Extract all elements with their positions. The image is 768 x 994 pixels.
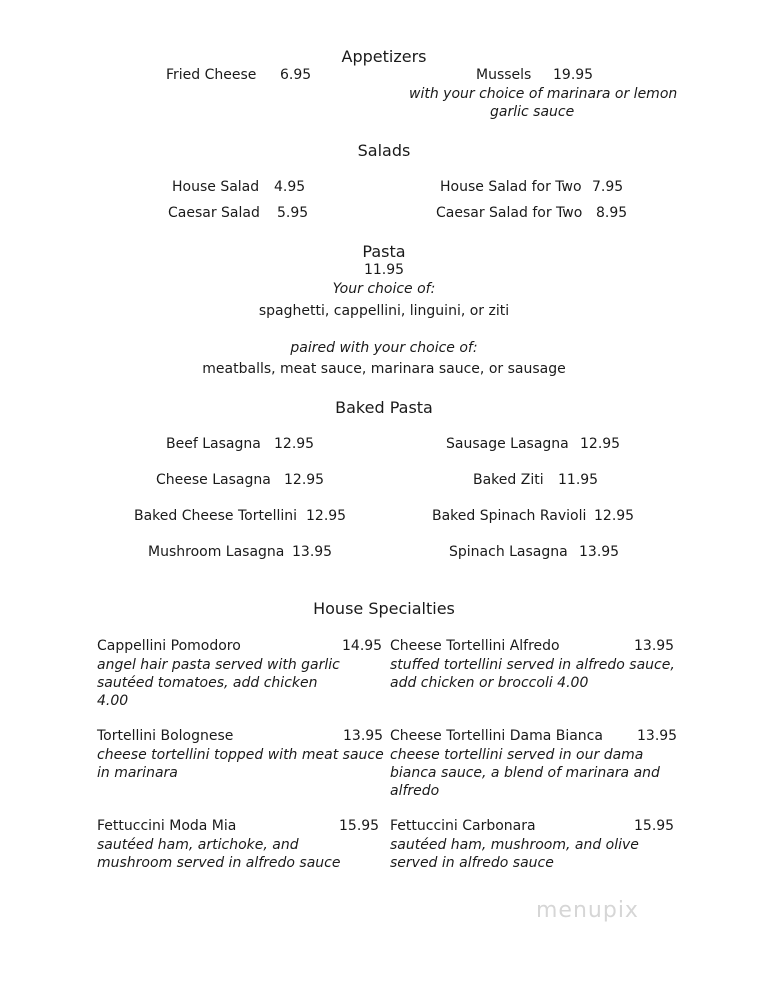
pasta-paired-options: meatballs, meat sauce, marinara sauce, or sausage: [202, 361, 566, 377]
fried-cheese-price: 6.95: [280, 67, 312, 83]
baked-ziti-price: 11.95: [558, 472, 599, 488]
baked-spinach-ravioli-name: Baked Spinach Ravioli: [432, 508, 587, 524]
house-salad-two-price: 7.95: [592, 179, 624, 195]
sausage-lasagna-name: Sausage Lasagna: [446, 436, 569, 452]
mussels-price: 19.95: [553, 67, 594, 83]
house-salad-name: House Salad: [172, 179, 260, 195]
pasta-heading: Pasta: [362, 242, 406, 261]
cheese-tortellini-alfredo-price: 13.95: [634, 638, 675, 654]
house-specialties-heading: House Specialties: [313, 599, 455, 618]
cappellini-pomodoro-name: Cappellini Pomodoro: [97, 638, 241, 654]
baked-spinach-ravioli-price: 12.95: [594, 508, 635, 524]
baked-ziti-name: Baked Ziti: [473, 472, 544, 488]
cheese-lasagna-price: 12.95: [284, 472, 325, 488]
mushroom-lasagna-name: Mushroom Lasagna: [148, 544, 285, 560]
house-salad-price: 4.95: [274, 179, 306, 195]
tortellini-bolognese-price: 13.95: [343, 728, 384, 744]
menupix-watermark: menupix: [536, 898, 639, 923]
fried-cheese-name: Fried Cheese: [166, 67, 257, 83]
cappellini-pomodoro-price: 14.95: [342, 638, 383, 654]
cheese-tortellini-dama-bianca-price: 13.95: [637, 728, 678, 744]
spinach-lasagna-price: 13.95: [579, 544, 620, 560]
spinach-lasagna-name: Spinach Lasagna: [449, 544, 568, 560]
mussels-desc-line1: with your choice of marinara or lemon: [409, 86, 678, 102]
beef-lasagna-name: Beef Lasagna: [166, 436, 261, 452]
sausage-lasagna-price: 12.95: [580, 436, 621, 452]
caesar-salad-name: Caesar Salad: [168, 205, 260, 221]
cheese-tortellini-alfredo-name: Cheese Tortellini Alfredo: [390, 638, 560, 654]
pasta-paired-label: paired with your choice of:: [290, 340, 478, 356]
cheese-tortellini-dama-bianca-desc: cheese tortellini served in our dama bianca sauce, a blend of marinara and alfredo: [390, 747, 660, 799]
caesar-salad-two-name: Caesar Salad for Two: [436, 205, 583, 221]
pasta-choice-label: Your choice of:: [332, 281, 436, 297]
beef-lasagna-price: 12.95: [274, 436, 315, 452]
pasta-price: 11.95: [363, 262, 405, 278]
tortellini-bolognese-desc: cheese tortellini topped with meat sauce in marinara: [97, 747, 384, 781]
fettuccini-carbonara-name: Fettuccini Carbonara: [390, 818, 536, 834]
fettuccini-moda-mia-desc: sautéed ham, artichoke, and mushroom served in alfredo sauce: [97, 837, 341, 871]
mushroom-lasagna-price: 13.95: [292, 544, 333, 560]
cheese-tortellini-dama-bianca-name: Cheese Tortellini Dama Bianca: [390, 728, 603, 744]
caesar-salad-price: 5.95: [277, 205, 309, 221]
mussels-desc-line2: garlic sauce: [490, 104, 575, 120]
fettuccini-moda-mia-price: 15.95: [339, 818, 380, 834]
salads-heading: Salads: [357, 141, 411, 160]
house-salad-two-name: House Salad for Two: [440, 179, 582, 195]
fettuccini-carbonara-price: 15.95: [634, 818, 675, 834]
baked-cheese-tortellini-name: Baked Cheese Tortellini: [134, 508, 298, 524]
caesar-salad-two-price: 8.95: [596, 205, 628, 221]
baked-cheese-tortellini-price: 12.95: [306, 508, 347, 524]
fettuccini-carbonara-desc: sautéed ham, mushroom, and olive served in alfredo sauce: [390, 837, 639, 871]
tortellini-bolognese-name: Tortellini Bolognese: [97, 728, 234, 744]
fettuccini-moda-mia-name: Fettuccini Moda Mia: [97, 818, 237, 834]
pasta-choices: spaghetti, cappellini, linguini, or ziti: [258, 303, 510, 319]
cheese-tortellini-alfredo-desc: stuffed tortellini served in alfredo sauce, add chicken or broccoli 4.00: [390, 657, 675, 691]
appetizers-heading: Appetizers: [341, 47, 427, 66]
baked-pasta-heading: Baked Pasta: [335, 398, 433, 417]
mussels-name: Mussels: [476, 67, 532, 83]
cheese-lasagna-name: Cheese Lasagna: [156, 472, 271, 488]
cappellini-pomodoro-desc: angel hair pasta served with garlic sautéed tomatoes, add chicken 4.00: [97, 657, 340, 709]
